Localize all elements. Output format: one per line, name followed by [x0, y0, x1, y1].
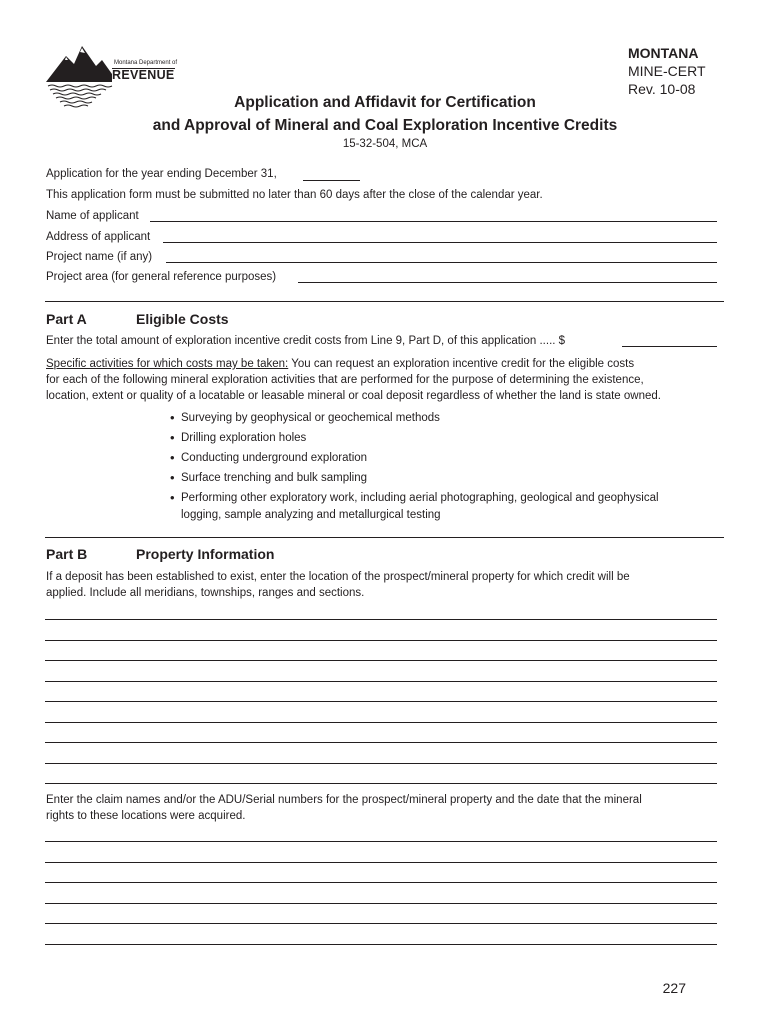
- claims-text-1: Enter the claim names and/or the ADU/Serial numbers for the prospect/mineral property and the date that the mineral: [46, 794, 642, 806]
- list-item: [170, 448, 659, 468]
- revision-label: Rev. 10-08: [628, 81, 696, 97]
- bullet-text-continued: logging, sample analyzing and metallurgical testing: [181, 509, 441, 521]
- project-area-field[interactable]: [298, 282, 717, 283]
- deposit-text-2: applied. Include all meridians, townships, ranges and sections.: [46, 587, 365, 599]
- applicant-address-field[interactable]: [163, 242, 717, 243]
- page-number: 227: [662, 980, 686, 996]
- claims-answer-line-4[interactable]: [45, 903, 717, 904]
- deposit-text-1: If a deposit has been established to exist, enter the location of the prospect/mineral property for which credit will be: [46, 571, 630, 583]
- part-a-label: Part A: [46, 311, 87, 327]
- bullet-text: Surface trenching and bulk sampling: [181, 472, 368, 484]
- deposit-answer-line-3[interactable]: [45, 660, 717, 661]
- logo-department-text: Montana Department of: [114, 60, 178, 66]
- bullet-text: Conducting underground exploration: [181, 452, 368, 464]
- claims-answer-line-1[interactable]: [45, 841, 717, 842]
- part-b-heading: Property Information: [136, 546, 275, 562]
- part-a-heading: Eligible Costs: [136, 311, 229, 327]
- list-item: [170, 408, 659, 428]
- part-a-divider: [45, 301, 724, 302]
- activities-text-1: You can request an exploration incentive credit for the eligible costs: [288, 358, 635, 370]
- deposit-answer-line-6[interactable]: [45, 722, 717, 723]
- deposit-answer-line-1[interactable]: [45, 619, 717, 620]
- list-item: [170, 428, 659, 448]
- title-line-1: Application and Affidavit for Certification: [234, 94, 536, 111]
- total-costs-field[interactable]: [622, 346, 717, 347]
- activities-list: [170, 408, 659, 523]
- activities-line-3: location, extent or quality of a locatable or leasable mineral or coal deposit regardless of whether the land is state owned.: [46, 390, 661, 402]
- bullet-text: Drilling exploration holes: [181, 432, 307, 444]
- claims-answer-line-5[interactable]: [45, 923, 717, 924]
- project-name-label: Project name (if any): [46, 251, 153, 263]
- claims-answer-line-6[interactable]: [45, 944, 717, 945]
- deposit-answer-line-8[interactable]: [45, 763, 717, 764]
- form-code: MINE-CERT: [628, 63, 706, 79]
- deadline-text: This application form must be submitted no later than 60 days after the close of the calendar year.: [46, 189, 543, 201]
- deposit-answer-line-7[interactable]: [45, 742, 717, 743]
- deposit-answer-line-2[interactable]: [45, 640, 717, 641]
- title-line-2: and Approval of Mineral and Coal Exploration Incentive Credits: [152, 117, 618, 134]
- deposit-answer-line-4[interactable]: [45, 681, 717, 682]
- applicant-name-label: Name of applicant: [46, 210, 139, 222]
- bullet-text: Surveying by geophysical or geochemical methods: [181, 412, 440, 424]
- statute-reference: 15-32-504, MCA: [342, 138, 428, 150]
- deposit-answer-line-9[interactable]: [45, 783, 717, 784]
- deposit-answer-line-5[interactable]: [45, 701, 717, 702]
- activities-line-1: [46, 357, 634, 372]
- year-ending-field[interactable]: [303, 180, 360, 181]
- activities-lead: Specific activities for which costs may be taken:: [46, 358, 289, 370]
- total-costs-label: Enter the total amount of exploration incentive credit costs from Line 9, Part D, of this application ..... $: [46, 335, 566, 347]
- year-ending-label: Application for the year ending December 31,: [46, 168, 277, 180]
- claims-answer-line-2[interactable]: [45, 862, 717, 863]
- part-b-label: Part B: [46, 546, 88, 562]
- logo-revenue-text: REVENUE: [112, 68, 175, 82]
- list-item: [170, 468, 659, 488]
- state-label: MONTANA: [628, 45, 699, 61]
- claims-answer-line-3[interactable]: [45, 882, 717, 883]
- project-name-field[interactable]: [166, 262, 717, 263]
- part-b-divider: [45, 537, 724, 538]
- project-area-label: Project area (for general reference purposes): [46, 271, 277, 283]
- claims-text-2: rights to these locations were acquired.: [46, 810, 246, 822]
- applicant-name-field[interactable]: [150, 221, 717, 222]
- applicant-address-label: Address of applicant: [46, 231, 151, 243]
- form-identifier: [628, 44, 708, 98]
- list-item: [170, 488, 659, 523]
- bullet-text: Performing other exploratory work, including aerial photographing, geological and geophysical: [181, 492, 659, 504]
- activities-line-2: for each of the following mineral exploration activities that are performed for the purpose of determining the existence,: [46, 374, 644, 386]
